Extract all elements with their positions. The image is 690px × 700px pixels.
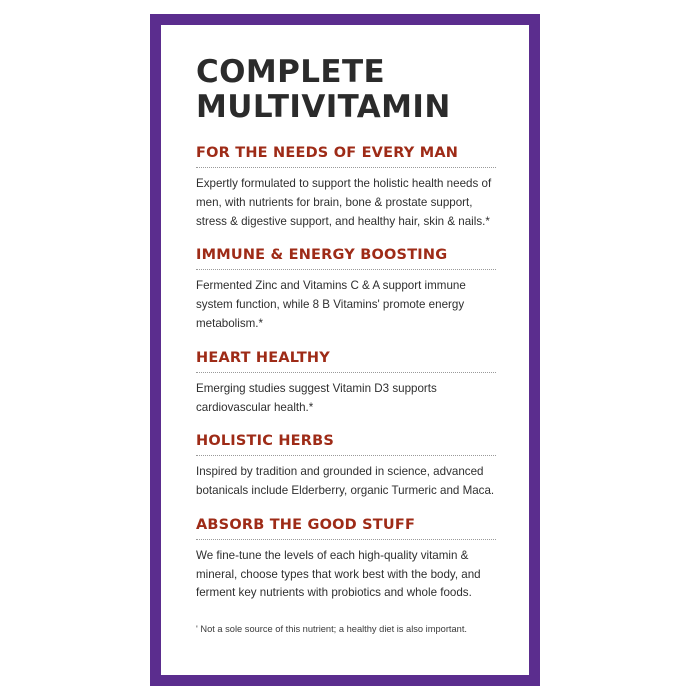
claim-body: Inspired by tradition and grounded in science, advanced botanicals include Elderberry, organic Turmeric and Maca. xyxy=(196,465,495,498)
claim-heading: ABSORB THE GOOD STUFF xyxy=(196,516,416,533)
product-claims-panel xyxy=(150,14,540,686)
claim-body: Expertly formulated to support the holistic health needs of men, with nutrients for brain, bone & prostate support, stress & digestive support, and healthy hair, skin & nails.* xyxy=(196,177,492,228)
claim-section-1 xyxy=(196,145,496,231)
claim-heading: FOR THE NEEDS OF EVERY MAN xyxy=(196,145,459,162)
claim-heading: HOLISTIC HERBS xyxy=(196,433,335,450)
claim-section-2 xyxy=(196,247,496,333)
claim-section-3 xyxy=(196,350,496,418)
claim-heading: HEART HEALTHY xyxy=(196,349,330,366)
footnote-text: ' Not a sole source of this nutrient; a healthy diet is also important. xyxy=(196,624,468,635)
divider xyxy=(196,372,496,373)
claim-body: Emerging studies suggest Vitamin D3 supports cardiovascular health.* xyxy=(196,381,437,414)
claim-section-4 xyxy=(196,433,496,501)
page-title-line-2: MULTIVITAMIN xyxy=(196,89,451,126)
divider xyxy=(196,269,496,270)
divider xyxy=(196,539,496,540)
page-title xyxy=(196,55,496,125)
panel-content xyxy=(161,25,529,675)
claim-section-5 xyxy=(196,517,496,603)
divider xyxy=(196,455,496,456)
page-title-line-1: COMPLETE xyxy=(196,54,386,90)
divider xyxy=(196,167,496,168)
claim-body: We fine-tune the levels of each high-quality vitamin & mineral, choose types that work best with the body, and ferment key nutrients with probiotics and whole foods. xyxy=(196,548,481,600)
claim-body: Fermented Zinc and Vitamins C & A support immune system function, while 8 B Vitamins' promote energy metabolism.* xyxy=(196,279,466,330)
claim-heading: IMMUNE & ENERGY BOOSTING xyxy=(196,247,448,264)
